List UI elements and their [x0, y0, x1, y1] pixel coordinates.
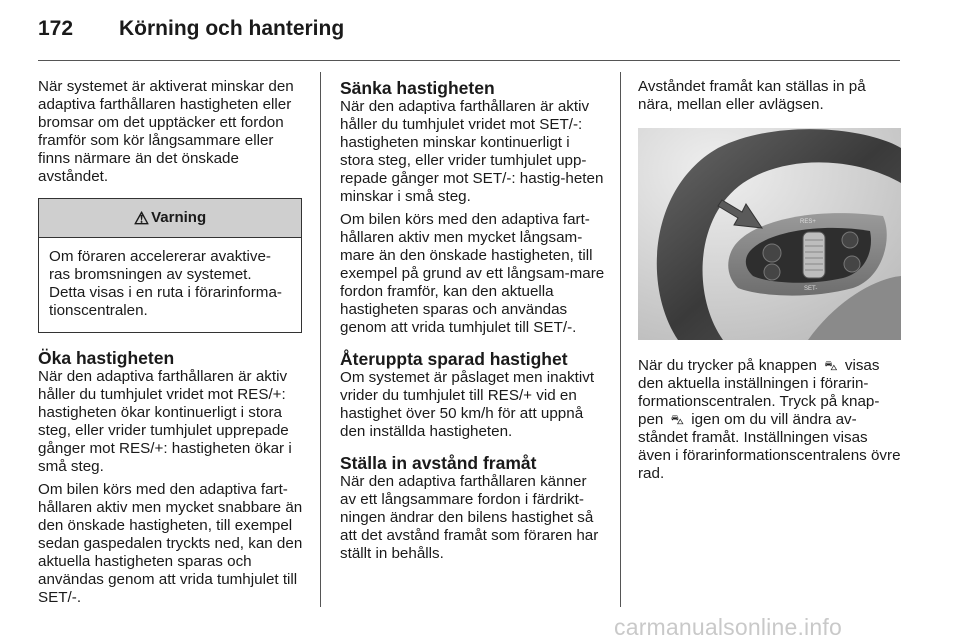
distance-button-icon: ⛍	[670, 412, 684, 427]
warning-title: Varning	[151, 209, 207, 226]
distance-button-icon: ⛍	[824, 358, 838, 373]
increase-paragraph-2: Om bilen körs med den adaptiva fart-hållaren aktiv men mycket snabbare än den önskade hastigheten, till exempel sedan gaspedalen tryckts ned, kan den aktuella hastigheten sparas och användas genom att vrida tumhjulet till SET/-.	[38, 481, 303, 606]
watermark: carmanualsonline.info	[614, 614, 842, 640]
header-rule	[38, 60, 900, 61]
distance-paragraph: När den adaptiva farthållaren känner av ett långsammare fordon i färdrikt-ningen ändrar den bilens hastighet så att det avstånd framåt som föraren har ställt in behålls.	[340, 473, 599, 562]
res-plus-label: RES+	[800, 219, 816, 225]
steering-wheel-figure	[638, 128, 901, 340]
heading-resume-speed: Återuppta sparad hastighet	[340, 349, 568, 369]
set-minus-label: SET-	[804, 286, 818, 292]
column-divider	[320, 72, 321, 607]
warning-box	[38, 198, 302, 333]
decrease-paragraph-1: När den adaptiva farthållaren är aktiv håller du tumhjulet vridet mot SET/-: hastigheten minskar kontinuerligt i stora steg, eller vrider tumhjulet upp-repade gånger mot SET/-: hastig-heten minskar i små steg.	[340, 98, 604, 205]
column-divider	[620, 72, 621, 607]
warning-header	[39, 199, 301, 238]
column-2	[340, 78, 606, 568]
intro-paragraph: När systemet är aktiverat minskar den adaptiva farthållaren hastigheten eller bromsar om det upptäcker ett fordon framför som kör långsammare eller finns närmare än det önskade avståndet.	[38, 78, 294, 185]
warning-triangle-icon: ⚠	[133, 208, 150, 228]
page-number: 172	[38, 17, 74, 40]
press-button-paragraph: När du trycker på knappen ⛍ visas den aktuella inställningen i förarin-formationscentralen. Tryck på knap-pen ⛍ igen om du vill ändra av-ståndet framåt. Inställningen visas även i förarinformationscentralens övre rad.	[638, 357, 901, 482]
decrease-paragraph-2: Om bilen körs med den adaptiva fart-hållaren aktiv men mycket långsam-mare än den önskade hastigheten, till exempel på grund av ett långsam-mare fordon framför, kan den aktuella hastigheten sparas och användas genom att vrida tumhjulet till SET/-.	[340, 211, 605, 336]
distance-intro-paragraph: Avståndet framåt kan ställas in på nära, mellan eller avlägsen.	[638, 78, 866, 113]
heading-increase-speed: Öka hastigheten	[38, 348, 175, 368]
increase-paragraph-1: När den adaptiva farthållaren är aktiv håller du tumhjulet vridet mot RES/+: hastigheten ökar kontinuerligt i stora steg, eller vrider tumhjulet upprepade gånger mot RES/+: hastigheten ökar i små steg.	[38, 368, 292, 475]
column-3	[638, 78, 903, 488]
resume-paragraph: Om systemet är påslaget men inaktivt vrider du tumhjulet till RES/+ vid en hastighet över 50 km/h för att uppnå den inställda hastigheten.	[340, 369, 595, 440]
steering-wheel-illustration	[638, 128, 901, 340]
heading-decrease-speed: Sänka hastigheten	[340, 78, 495, 98]
chapter-title: Körning och hantering	[119, 17, 345, 40]
heading-set-distance: Ställa in avstånd framåt	[340, 453, 537, 473]
warning-text: Om föraren accelererar avaktive-ras bromsningen av systemet. Detta visas i en ruta i förarinforma-tionscentralen.	[49, 248, 282, 319]
column-1	[38, 78, 306, 612]
